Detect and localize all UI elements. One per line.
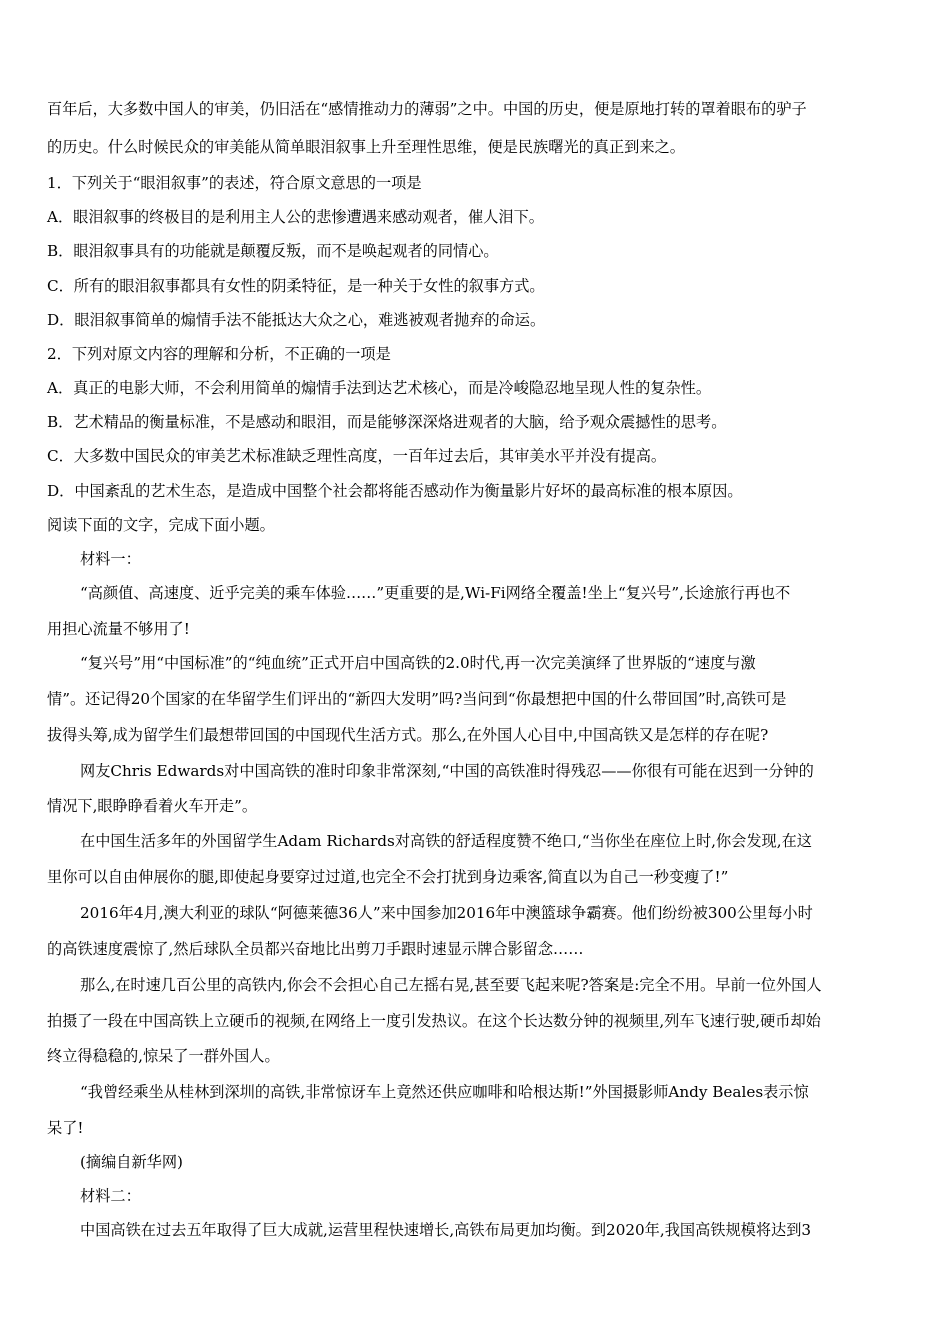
material1-line: 用担心流量不够用了! <box>47 620 190 638</box>
material1-line: 终立得稳稳的,惊呆了一群外国人。 <box>47 1047 280 1065</box>
material1-line: 里你可以自由伸展你的腿,即使起身要穿过过道,也完全不会打扰到身边乘客,简直以为自己一秒变瘦了!” <box>47 868 729 886</box>
question2-option-a: A．真正的电影大师，不会利用简单的煽情手法到达艺术核心，而是冷峻隐忍地呈现人性的复杂性。 <box>47 379 712 397</box>
question1-stem: 1．下列关于“眼泪叙事”的表述，符合原文意思的一项是 <box>47 174 422 192</box>
material1-line: 情况下,眼睁睁看着火车开走”。 <box>47 797 258 815</box>
question2-stem: 2．下列对原文内容的理解和分析，不正确的一项是 <box>47 345 391 363</box>
material1-line: “复兴号”用“中国标准”的“纯血统”正式开启中国高铁的2.0时代,再一次完美演绎了世界版的“速度与激 <box>80 654 756 672</box>
material2-line: 中国高铁在过去五年取得了巨大成就,运营里程快速增长,高铁布局更加均衡。到2020年,我国高铁规模将达到3 <box>80 1221 812 1239</box>
material1-line: 拔得头筹,成为留学生们最想带回国的中国现代生活方式。那么,在外国人心目中,中国高铁又是怎样的存在呢? <box>47 726 769 744</box>
intro-line-1: 百年后，大多数中国人的审美，仍旧活在“感情推动力的薄弱”之中。中国的历史，便是原地打转的罩着眼布的驴子 <box>47 100 807 118</box>
question1-option-b: B．眼泪叙事具有的功能就是颠覆反叛，而不是唤起观者的同情心。 <box>47 242 499 260</box>
question1-option-a: A．眼泪叙事的终极目的是利用主人公的悲惨遭遇来感动观者，催人泪下。 <box>47 208 544 226</box>
material1-line: 那么,在时速几百公里的高铁内,你会不会担心自己左摇右晃,甚至要飞起来呢?答案是:完全不用。早前一位外国人 <box>80 976 822 994</box>
reading-instruction: 阅读下面的文字，完成下面小题。 <box>47 516 275 534</box>
material1-line: “高颜值、高速度、近乎完美的乘车体验……”更重要的是,Wi-Fi网络全覆盖!坐上“复兴号”,长途旅行再也不 <box>80 584 791 602</box>
material1-line: 情”。还记得20个国家的在华留学生们评出的“新四大发明”吗?当问到“你最想把中国的什么带回国”时,高铁可是 <box>47 690 787 708</box>
material1-line: 拍摄了一段在中国高铁上立硬币的视频,在网络上一度引发热议。在这个长达数分钟的视频里,列车飞速行驶,硬币却始 <box>47 1012 821 1030</box>
intro-line-2: 的历史。什么时候民众的审美能从简单眼泪叙事上升至理性思维，便是民族曙光的真正到来之。 <box>47 138 685 156</box>
material1-line: 在中国生活多年的外国留学生Adam Richards对高铁的舒适程度赞不绝口,“当你坐在座位上时,你会发现,在这 <box>80 832 812 850</box>
material1-line: 的高铁速度震惊了,然后球队全员都兴奋地比出剪刀手跟时速显示牌合影留念…… <box>47 940 584 958</box>
material1-line: 网友Chris Edwards对中国高铁的准时印象非常深刻,“中国的高铁准时得残忍——你很有可能在迟到一分钟的 <box>80 762 814 780</box>
material2-heading: 材料二： <box>80 1187 141 1205</box>
material1-source: (摘编自新华网) <box>80 1153 183 1171</box>
question2-option-c: C．大多数中国民众的审美艺术标准缺乏理性高度，一百年过去后，其审美水平并没有提高。 <box>47 447 667 465</box>
question1-option-d: D．眼泪叙事简单的煽情手法不能抵达大众之心，难逃被观者抛弃的命运。 <box>47 311 546 329</box>
material1-line: 呆了! <box>47 1119 84 1137</box>
question1-option-c: C．所有的眼泪叙事都具有女性的阴柔特征，是一种关于女性的叙事方式。 <box>47 277 545 295</box>
question2-option-b: B．艺术精品的衡量标准，不是感动和眼泪，而是能够深深烙进观者的大脑，给予观众震撼性的思考。 <box>47 413 727 431</box>
material1-line: “我曾经乘坐从桂林到深圳的高铁,非常惊讶车上竟然还供应咖啡和哈根达斯!”外国摄影师Andy Beales表示惊 <box>80 1083 809 1101</box>
question2-option-d: D．中国紊乱的艺术生态，是造成中国整个社会都将能否感动作为衡量影片好坏的最高标准的根本原因。 <box>47 482 743 500</box>
material1-line: 2016年4月,澳大利亚的球队“阿德莱德36人”来中国参加2016年中澳篮球争霸赛。他们纷纷被300公里每小时 <box>80 904 813 922</box>
material1-heading: 材料一： <box>80 550 141 568</box>
